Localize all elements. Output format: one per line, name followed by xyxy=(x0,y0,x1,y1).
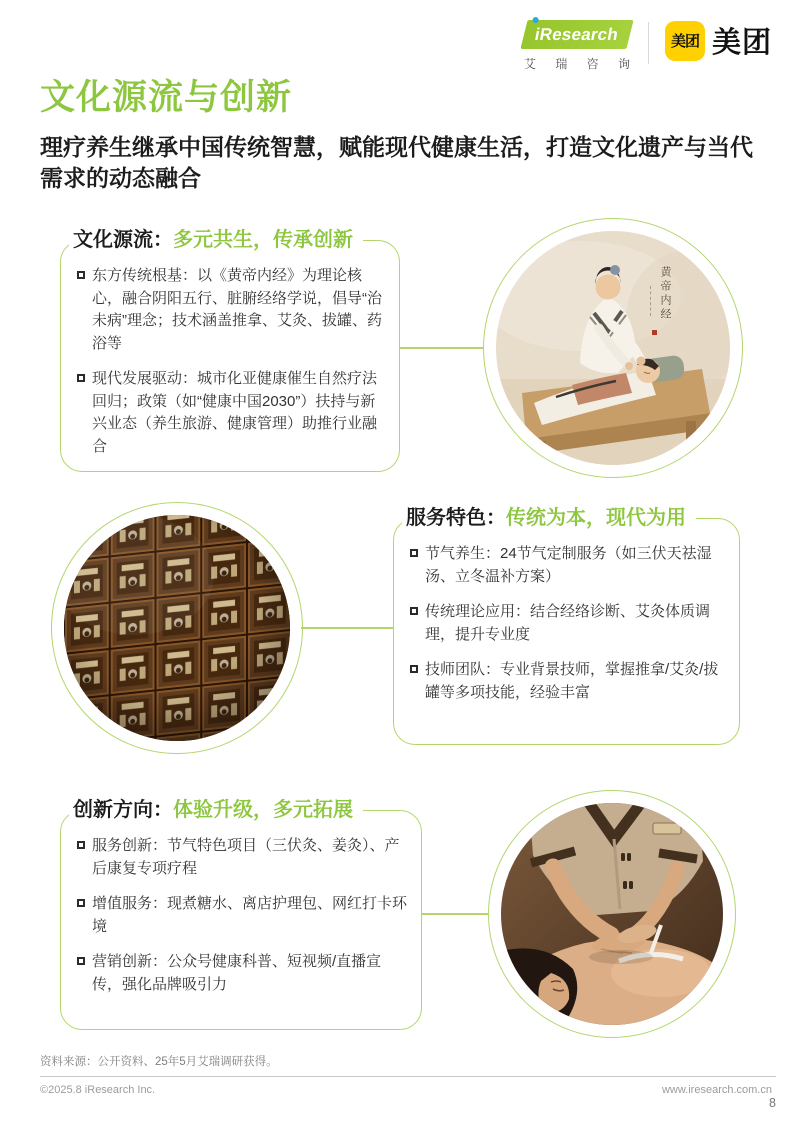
iresearch-logo-block xyxy=(524,20,630,72)
bullet-item xyxy=(410,659,725,704)
footer-website: www.iresearch.com.cn xyxy=(661,1084,772,1096)
square-bullet-icon xyxy=(77,271,85,279)
panel-innovation-title xyxy=(69,796,363,824)
bullet-text: 增值服务：现煮糖水、离店护理包、网红打卡环境 xyxy=(92,895,408,935)
panel-title-black: 创新方向： xyxy=(73,799,173,821)
panel-title-green: 传统为本，现代为用 xyxy=(506,507,686,529)
traditional-chinese-massage-painting xyxy=(496,231,730,465)
bullet-item xyxy=(77,893,407,938)
bullet-item xyxy=(77,368,385,458)
panel-title-black: 文化源流： xyxy=(73,229,173,251)
bullet-text: 传统理论应用：结合经络诊断、艾灸体质调理，提升专业度 xyxy=(425,603,711,643)
panel-title-green: 多元共生，传承创新 xyxy=(173,229,353,251)
source-note: 资料来源：公开资料、25年5月艾瑞调研获得。 xyxy=(40,1056,278,1068)
panel-innovation xyxy=(60,799,422,1030)
bullet-item xyxy=(77,265,385,355)
meituan-app-icon: 美团 xyxy=(665,21,705,61)
iresearch-logo xyxy=(520,20,633,49)
meituan-logo-block xyxy=(665,20,772,61)
bullet-list xyxy=(61,811,421,996)
modern-massage-photo xyxy=(501,803,723,1025)
cabinet-illustration xyxy=(64,515,290,741)
bullet-list xyxy=(61,241,399,458)
square-bullet-icon xyxy=(410,549,418,557)
square-bullet-icon xyxy=(77,841,85,849)
connector-line xyxy=(421,913,489,915)
brand-bar xyxy=(524,20,772,72)
connector-line xyxy=(399,347,484,349)
bullet-text: 技师团队：专业背景技师，掌握推拿/艾灸/拔罐等多项技能，经验丰富 xyxy=(425,661,719,701)
red-seal-icon xyxy=(652,330,657,335)
iresearch-cn-name xyxy=(524,55,630,72)
painting-illustration xyxy=(496,231,730,465)
square-bullet-icon xyxy=(410,607,418,615)
meituan-wordmark: 美团 xyxy=(711,27,772,59)
bullet-item xyxy=(77,835,407,880)
page-number: 8 xyxy=(769,1096,776,1110)
bullet-text: 服务创新：节气特色项目（三伏灸、姜灸）、产后康复专项疗程 xyxy=(92,837,400,877)
calligraphy-minor-column xyxy=(650,286,651,316)
panel-service-features xyxy=(393,507,740,745)
panel-service-features-title xyxy=(402,504,696,532)
footer-copyright: ©2025.8 iResearch Inc. xyxy=(40,1084,156,1096)
bullet-text: 节气养生：24节气定制服务（如三伏天祛湿汤、立冬温补方案） xyxy=(425,545,712,585)
bullet-text: 东方传统根基：以《黄帝内经》为理论核心，融合阴阳五行、脏腑经络学说，倡导“治未病”理念；技术涵盖推拿、艾灸、拔罐、药浴等 xyxy=(92,267,382,352)
massage-illustration xyxy=(501,803,723,1025)
bullet-item xyxy=(77,951,407,996)
square-bullet-icon xyxy=(77,899,85,907)
panel-title-green: 体验升级，多元拓展 xyxy=(173,799,353,821)
iresearch-logo-text: iResearch xyxy=(533,24,621,44)
panel-culture-origin-title xyxy=(69,226,363,254)
iresearch-cn-char: 询 xyxy=(617,57,630,71)
bullet-item xyxy=(410,543,725,588)
iresearch-cn-char: 艾 xyxy=(523,57,536,71)
page-title: 文化源流与创新 xyxy=(40,78,293,117)
square-bullet-icon xyxy=(410,665,418,673)
page-subtitle: 理疗养生继承中国传统智慧，赋能现代健康生活，打造文化遗产与当代需求的动态融合 xyxy=(40,134,753,192)
square-bullet-icon xyxy=(77,374,85,382)
iresearch-cn-char: 咨 xyxy=(586,57,599,71)
bullet-list xyxy=(394,519,739,704)
connector-line xyxy=(301,627,394,629)
bullet-text: 营销创新：公众号健康科普、短视频/直播宣传，强化品牌吸引力 xyxy=(92,953,382,993)
bullet-text: 现代发展驱动：城市化亚健康催生自然疗法回归；政策（如“健康中国2030”）扶持与新兴业态（养生旅游、健康管理）助推行业融合 xyxy=(92,370,378,455)
iresearch-cn-char: 瑞 xyxy=(555,57,568,71)
panel-culture-origin xyxy=(60,229,400,472)
tcm-medicine-cabinet-photo xyxy=(64,515,290,741)
panel-title-black: 服务特色： xyxy=(406,507,506,529)
painting-calligraphy: 黄帝内经 xyxy=(659,266,671,322)
brand-separator xyxy=(648,22,649,64)
square-bullet-icon xyxy=(77,957,85,965)
iresearch-i-dot-icon xyxy=(533,17,539,23)
footer-divider xyxy=(40,1076,776,1077)
bullet-item xyxy=(410,601,725,646)
